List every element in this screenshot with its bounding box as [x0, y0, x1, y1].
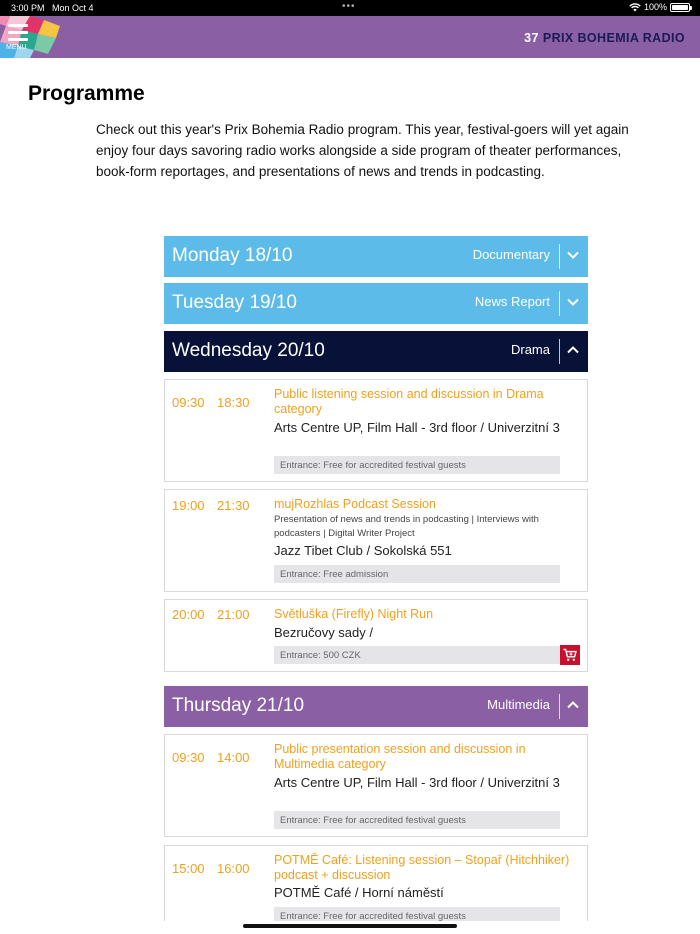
festival-name: PRIX BOHEMIA RADIO	[542, 31, 685, 45]
menu-button[interactable]	[4, 22, 32, 54]
day-title: Wednesday 20/10	[172, 340, 325, 361]
event-venue: Jazz Tibet Club / Sokolská 551	[274, 543, 452, 558]
battery-icon	[670, 3, 690, 12]
event-title[interactable]: mujRozhlas Podcast Session	[274, 497, 436, 511]
event-venue: POTMĚ Café / Horní náměstí	[274, 885, 444, 900]
day-category: News Report	[474, 294, 550, 309]
event-start-time: 19:00	[172, 498, 205, 513]
home-indicator[interactable]	[243, 924, 457, 928]
event-end-time: 14:00	[217, 750, 250, 765]
event-venue: Bezručovy sady /	[274, 625, 373, 640]
event-entrance: Entrance: Free admission	[274, 565, 560, 583]
event-entrance: Entrance: 500 CZK	[274, 646, 560, 664]
event-description: Presentation of news and trends in podcasting | Interviews with podcasters | Digital Writer Project	[274, 514, 539, 539]
event-start-time: 09:30	[172, 750, 205, 765]
event-venue: Arts Centre UP, Film Hall - 3rd floor / Univerzitní 3	[274, 420, 560, 435]
chevron-down-icon[interactable]	[566, 248, 580, 262]
menu-label: MENU	[6, 44, 27, 51]
buy-ticket-button[interactable]	[560, 645, 580, 665]
page-title: Programme	[28, 82, 145, 105]
status-date: Mon Oct 4	[52, 3, 94, 13]
event-start-time: 09:30	[172, 395, 205, 410]
status-time: 3:00 PM	[11, 3, 45, 13]
festival-title[interactable]	[524, 31, 685, 45]
divider	[559, 694, 560, 719]
wifi-icon	[629, 3, 641, 12]
event-title[interactable]: Světluška (Firefly) Night Run	[274, 607, 434, 621]
chevron-up-icon[interactable]	[566, 343, 580, 357]
status-bar	[0, 0, 700, 16]
event-title[interactable]: POTMĚ Café: Listening session – Stopař (Hitchhiker) podcast + discussion	[274, 853, 570, 882]
shopping-cart-icon	[563, 648, 577, 662]
day-header-monday[interactable]	[164, 236, 588, 277]
event-start-time: 20:00	[172, 607, 205, 622]
edition-number: 37	[524, 31, 539, 45]
event-entrance: Entrance: Free for accredited festival guests	[274, 907, 560, 921]
multitasking-dots-icon[interactable]: •••	[342, 1, 356, 12]
day-category: Multimedia	[487, 697, 550, 712]
event-end-time: 18:30	[217, 395, 250, 410]
event-end-time: 16:00	[217, 861, 250, 876]
event-card[interactable]	[164, 734, 588, 837]
event-card[interactable]	[164, 379, 588, 482]
chevron-up-icon[interactable]	[566, 698, 580, 712]
divider	[559, 339, 560, 364]
day-header-thursday[interactable]	[164, 686, 588, 727]
chevron-down-icon[interactable]	[566, 295, 580, 309]
event-title[interactable]: Public listening session and discussion in Drama category	[274, 387, 544, 416]
divider	[559, 244, 560, 269]
day-title: Monday 18/10	[172, 245, 293, 266]
battery-percent: 100%	[643, 2, 667, 12]
day-header-tuesday[interactable]	[164, 283, 588, 324]
event-end-time: 21:30	[217, 498, 250, 513]
day-header-wednesday[interactable]	[164, 331, 588, 372]
day-category: Documentary	[472, 247, 550, 262]
divider	[559, 291, 560, 316]
day-title: Tuesday 19/10	[172, 292, 297, 313]
event-card[interactable]	[164, 599, 588, 672]
event-venue: Arts Centre UP, Film Hall - 3rd floor / Univerzitní 3	[274, 775, 560, 790]
event-entrance: Entrance: Free for accredited festival guests	[274, 456, 560, 474]
day-title: Thursday 21/10	[172, 695, 305, 716]
event-entrance: Entrance: Free for accredited festival guests	[274, 811, 560, 829]
event-card[interactable]	[164, 489, 588, 592]
intro-text: Check out this year's Prix Bohemia Radio program. This year, festival-goers will yet again enjoy four days savoring radio works alongside a side program of theater performances, book-form reportages, and presentations of news and trends in podcasting.	[96, 122, 629, 179]
event-start-time: 15:00	[172, 861, 205, 876]
day-category: Drama	[510, 342, 550, 357]
event-end-time: 21:00	[217, 607, 250, 622]
status-right	[629, 2, 690, 12]
event-card[interactable]	[164, 845, 588, 921]
event-title[interactable]: Public presentation session and discussion in Multimedia category	[274, 742, 526, 771]
